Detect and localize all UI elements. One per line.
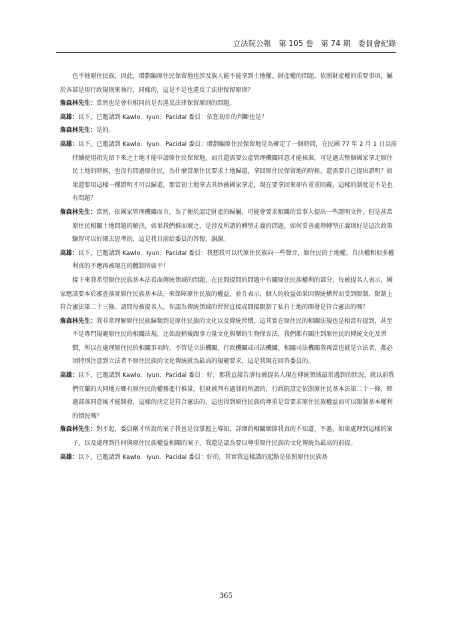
transcript-paragraph (60, 124, 398, 138)
paragraph-text: 對不起，委員剛才所說的案子我也是沒掌握上導知，詳細的相關細節我真的不知道，不過，如果處理到這樣的案子，以及處理到任何與原住民族權益相關的案子，我還是認為要以尊重原住民族的文化傳統為最高的前提。 (72, 426, 393, 448)
transcript-paragraph (60, 70, 398, 97)
paragraph-text: 以下，已邀請到 Kawlo．Iyun．Pacidal 委員：好，那我直接告訴每被提名人現在傳統領域最常遇到的狀況，就以前我們宜蘭的大同地方鄉有原住民的權務進行推量，但就被判有過罪的所謂的，行政院設定依照原住民基本法第二十一條，經過部落同意後才能開發，這樣的決定是符合憲法的，這也得到原住民族的尊重是當要求原住民族權益而可以限制基本權利的情況嗎？ (72, 372, 395, 420)
transcript-paragraph (60, 97, 398, 111)
transcript-paragraph (60, 111, 398, 125)
paragraph-text: 以下，已邀請到 Kawlo．Iyun．Pacidal 委員：增劃編原住民保留地是為確定了一個時間，在民國 77 年 2 月 1 日以前持續使用祖先留下來之土地才能申請原住民保留地，而且還需要公產管理機關同意才能核准，可是過去整個國家拿走原住民土地的時候，也沒有問過原住民，為什麼當原住民要求土地歸還，拿回原住民保留地的時候，還需要自己提出證明？如果還要用這樣一種證明才可以歸還，那當初土地拿去其妙被國家拿走，現在要拿回來卻有重重阻礙，這樣的制度是不是也有問題？ (72, 140, 397, 203)
speaker-label: 詹森林先生： (60, 127, 97, 135)
transcript-paragraph (60, 138, 398, 206)
speaker-label: 高雄： (60, 249, 79, 257)
speaker-label: 高雄： (60, 453, 79, 461)
speaker-label: 高雄： (60, 140, 79, 148)
paragraph-text: 當然，依國家管理機關而言，為了便於認定財產的歸屬，可能會要求相關的當事人提出一些證明文件，但是甚當原住民相關土地問題的解決，如果我們推而廣之，是涉及所謂的轉型正義的問題，如何妥善處理轉型正義則好是這次政策驗智可以好細去思考的，這是我目前給委員的答復，謝謝。 (72, 208, 393, 244)
transcript-paragraph (60, 315, 398, 369)
paragraph-text: 以下，已邀請到 Kawlo．Iyun．Pacidal 委員：我想我可以代原住民族向一些聲音，原住民的土地權、自決權和很多權利真的不應再被現在的體制所扁平！ (72, 249, 395, 271)
paragraph-text: 以下，已邀請到 Kawlo．Iyun．Pacidal 委員：好的，其實我這樣講的起點是依照原住民族基 (78, 453, 328, 461)
paragraph-text: 接下來我希望原住民族基本法看面傳統領域的問題，在民間提問的問題中有關原住民族權利的部分，每被提名人表示，國家應該要本於審查落實原住民族基本法，來保障原住民族的權益，並且表示，個人的收益如果因傳統構習而受到限制，限制上符合憲法第二十三條。請問每被提名人，你認為傳統領域的習習直接或間接限制了私有土地的開發是符合憲法的嗎？ (60, 276, 393, 312)
transcript-paragraph (60, 451, 398, 465)
speaker-label: 詹森林先生： (60, 208, 97, 216)
speaker-label: 詹森林先生： (60, 426, 97, 434)
paragraph-text: 我非常理解原住民族歸類到是原住民族的文化以及傳統習慣，這其實在原住民的相關法規也是相當有提到，甚至不是專門規範原住民的相關法規，比如說稍後跟事力量文化與樂的生物保育法，我們都有關注到原住民的傳統文化及習慣，所以在處理原住民的相關事項時，不管是立法機關、行政機關或司法機關，相關司法機關我再當也就是立法者，都必須特別注意到立法者不原住民族的文化傳統就為最高的規範要求，這是我現在回答委員的。 (72, 317, 393, 366)
paragraph-text: 色平地原住民族，因此，增劃編原住民保留地也涉及族人能不能拿到土地權、財產權的問題。依照財產權的重要事項，屬於各部是用行政規則來執行，同樣的，這是不是也違反了法律保留原則？ (60, 73, 393, 94)
speaker-label: 詹森林先生： (60, 317, 97, 325)
paragraph-text: 當然也是會有相同的是否違反法律保留原則的問題。 (96, 100, 236, 108)
transcript-paragraph (60, 274, 398, 315)
transcript-body (60, 70, 398, 464)
speaker-label: 高雄： (60, 372, 79, 380)
speaker-label: 詹森林先生： (60, 100, 97, 108)
paragraph-text: 是的。 (96, 127, 115, 135)
page-header: 立法院公報 第 105 卷 第 74 期 委員會紀錄 (56, 38, 396, 53)
paragraph-text: 以下，已邀請到 Kawlo．Iyun．Pacidal 委員：依您初步的判斷也是？ (78, 113, 268, 121)
speaker-label: 高雄： (60, 113, 79, 121)
transcript-paragraph (60, 423, 398, 450)
page-number: 365 (219, 592, 233, 600)
transcript-paragraph (60, 369, 398, 423)
transcript-paragraph (60, 247, 398, 274)
transcript-paragraph (60, 206, 398, 247)
